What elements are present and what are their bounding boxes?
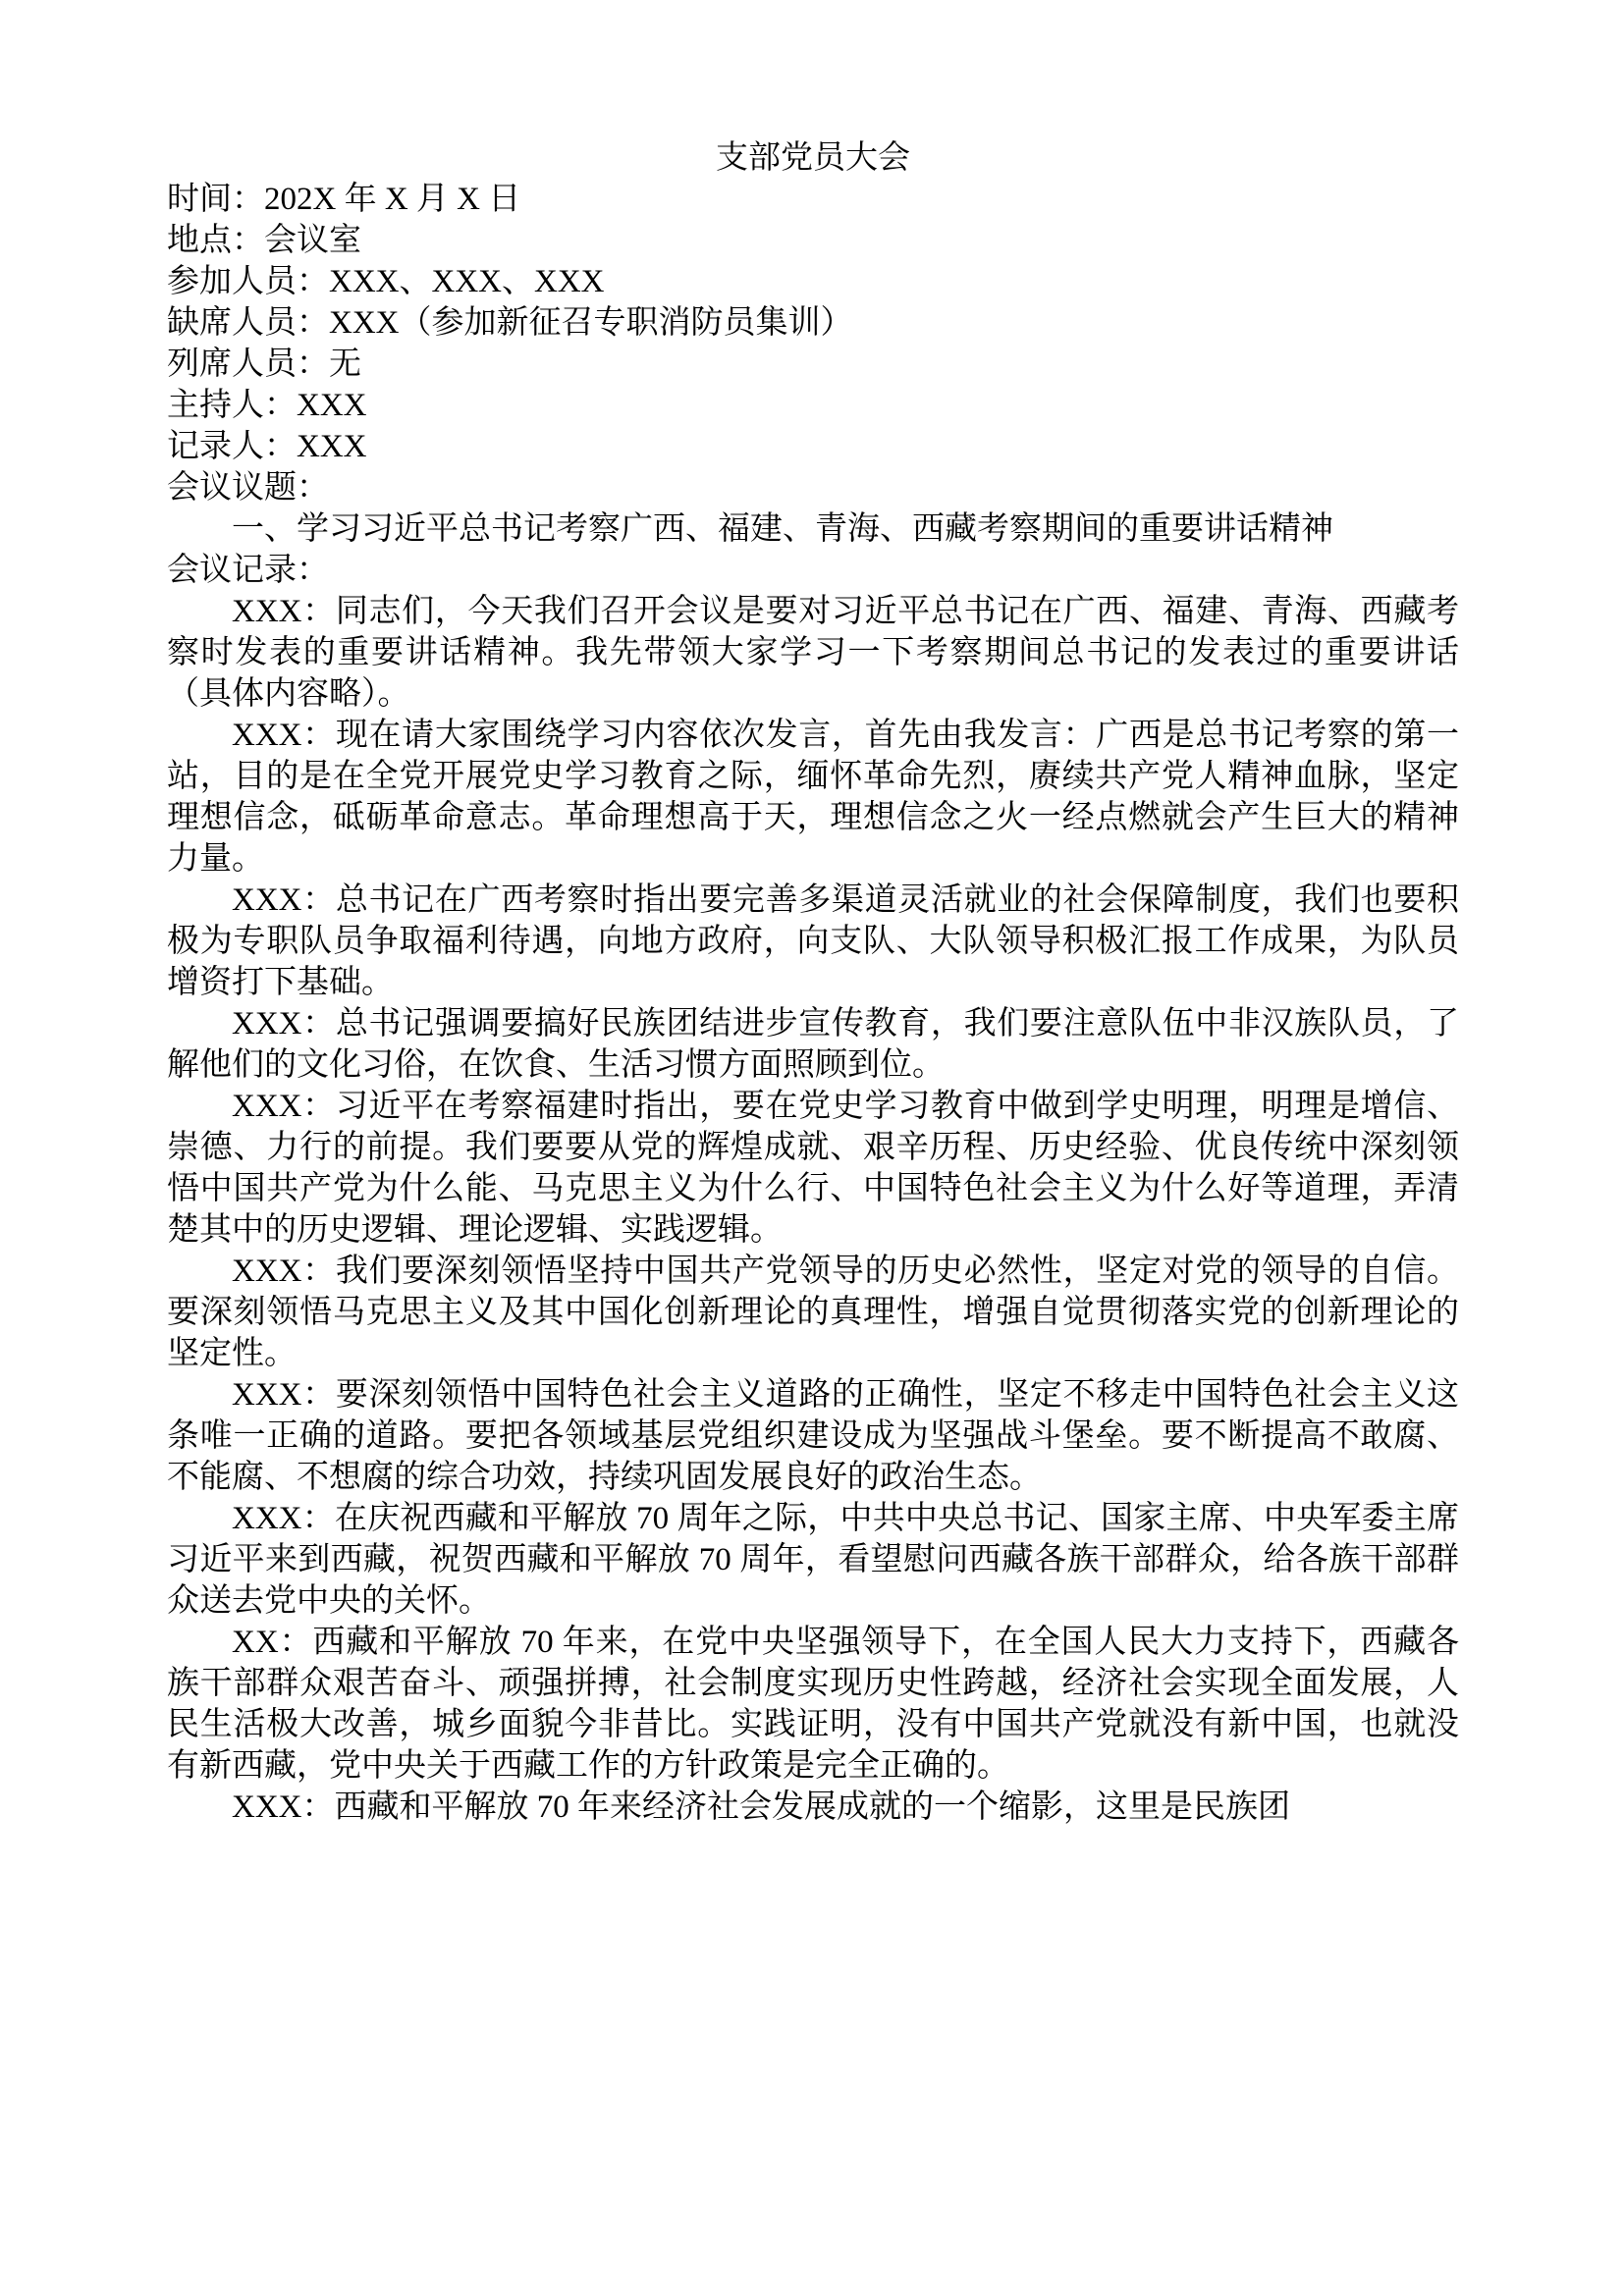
record-paragraph: XXX：同志们，今天我们召开会议是要对习近平总书记在广西、福建、青海、西藏考察时发表的重要讲话精神。我先带领大家学习一下考察期间总书记的发表过的重要讲话（具体内容略）。 [167,594,1459,712]
record-label: 会议记录： [167,553,329,588]
meta-line-recorder: 记录人：XXX [167,429,367,464]
meta-line-observers: 列席人员：无 [167,347,361,382]
record-paragraph: XXX：总书记在广西考察时指出要完善多渠道灵活就业的社会保障制度，我们也要积极为专职队员争取福利待遇，向地方政府，向支队、大队领导积极汇报工作成果，为队员增资打下基础。 [167,882,1459,1000]
record-paragraph: XXX：要深刻领悟中国特色社会主义道路的正确性，坚定不移走中国特色社会主义这条唯一正确的道路。要把各领域基层党组织建设成为坚强战斗堡垒。要不断提高不敢腐、不能腐、不想腐的综合功效，持续巩固发展良好的政治生态。 [167,1377,1459,1495]
record-paragraph: XX：西藏和平解放 70 年来，在党中央坚强领导下，在全国人民大力支持下，西藏各族干部群众艰苦奋斗、顽强拼搏，社会制度实现历史性跨越，经济社会实现全面发展，人民生活极大改善，城乡面貌今非昔比。实践证明，没有中国共产党就没有新中国，也就没有新西藏，党中央关于西藏工作的方针政策是完全正确的。 [167,1625,1459,1784]
record-paragraph: XXX：西藏和平解放 70 年来经济社会发展成就的一个缩影，这里是民族团 [232,1789,1290,1825]
page-title: 支部党员大会 [716,140,910,176]
record-paragraph: XXX：习近平在考察福建时指出，要在党史学习教育中做到学史明理，明理是增信、崇德、力行的前提。我们要要从党的辉煌成就、艰辛历程、历史经验、优良传统中深刻领悟中国共产党为什么能、马克思主义为什么行、中国特色社会主义为什么好等道理，弄清楚其中的历史逻辑、理论逻辑、实践逻辑。 [167,1089,1459,1248]
record-paragraph: XXX：总书记强调要搞好民族团结进步宣传教育，我们要注意队伍中非汉族队员，了解他们的文化习俗，在饮食、生活习惯方面照顾到位。 [167,1006,1459,1083]
meta-line-location: 地点：会议室 [167,223,361,258]
record-paragraph: XXX：我们要深刻领悟坚持中国共产党领导的历史必然性，坚定对党的领导的自信。要深刻领悟马克思主义及其中国化创新理论的真理性，增强自觉贯彻落实党的创新理论的坚定性。 [167,1254,1459,1371]
agenda-topic: 一、学习习近平总书记考察广西、福建、青海、西藏考察期间的重要讲话精神 [232,511,1333,547]
meta-line-absent: 缺席人员：XXX（参加新征召专职消防员集训） [167,305,853,341]
record-paragraph: XXX：现在请大家围绕学习内容依次发言，首先由我发言：广西是总书记考察的第一站，目的是在全党开展党史学习教育之际，缅怀革命先烈，赓续共产党人精神血脉，坚定理想信念，砥砺革命意志。革命理想高于天，理想信念之火一经点燃就会产生巨大的精神力量。 [167,718,1459,877]
meta-line-agenda-label: 会议议题： [167,470,329,506]
meta-line-attendees: 参加人员：XXX、XXX、XXX [167,264,605,299]
meta-line-time: 时间：202X 年 X 月 X 日 [167,182,521,217]
meta-line-host: 主持人：XXX [167,388,367,423]
record-paragraph: XXX：在庆祝西藏和平解放 70 周年之际，中共中央总书记、国家主席、中央军委主席习近平来到西藏，祝贺西藏和平解放 70 周年，看望慰问西藏各族干部群众，给各族干部群众送去党中央的关怀。 [167,1501,1459,1619]
